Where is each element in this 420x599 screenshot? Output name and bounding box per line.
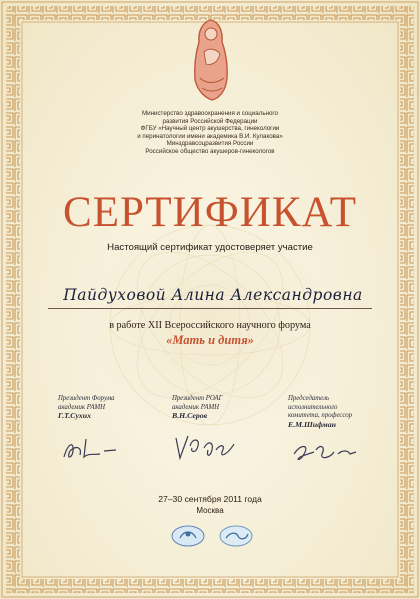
signatory-role: Председатель <box>288 395 330 402</box>
signature-icon <box>170 430 240 464</box>
name-underline <box>48 308 372 309</box>
signature-icon <box>290 440 360 468</box>
issuer-line: Российское общество акушеров-гинекологов <box>145 147 275 155</box>
issuer-line: Министерство здравоохранения и социального <box>141 110 278 117</box>
event-city: Москва <box>196 506 224 515</box>
signatory-role: академик РАМН <box>172 403 220 411</box>
event-date: 27–30 сентября 2011 года <box>158 494 262 504</box>
signature-icon <box>60 435 120 465</box>
signatory-role: Президент РОАГ <box>172 395 223 402</box>
forum-name: «Мать и дитя» <box>166 333 254 347</box>
signatory-name: Г.Т.Сухих <box>58 411 91 421</box>
madonna-logo-icon <box>188 18 234 102</box>
recipient-name: Пайдуховой Алина Александровна <box>63 286 363 304</box>
signatory-block-2 <box>172 395 222 421</box>
signatory-role: академик РАМН <box>58 403 106 411</box>
issuer-line: Минздравсоцразвития России <box>166 140 254 148</box>
signatory-block-3 <box>288 395 352 429</box>
sponsor-logo-icon <box>170 524 206 548</box>
issuer-line: ФГБУ «Научный центр акушерства, гинекологии <box>140 125 280 133</box>
issuer-block <box>110 110 310 156</box>
sponsor-logo-icon <box>218 524 254 548</box>
signatory-role: Президент Форума <box>58 395 115 402</box>
signatory-name: В.Н.Серов <box>172 411 208 421</box>
signatory-role: комитета, профессор <box>288 412 353 420</box>
signatory-role: исполнительного <box>288 403 338 411</box>
issuer-line: развития Российской Федерации <box>162 117 258 125</box>
issuer-line: и перинатологии имени академика В.И. Кулакова» <box>137 132 283 140</box>
forum-description: в работе XII Всероссийского научного форума <box>109 320 311 331</box>
intro-text: Настоящий сертификат удостоверяет участие <box>107 242 313 253</box>
signatory-block-1 <box>58 395 115 421</box>
certificate-title: СЕРТИФИКАТ <box>63 189 357 236</box>
signatory-name: Е.М.Шифман <box>288 419 336 429</box>
